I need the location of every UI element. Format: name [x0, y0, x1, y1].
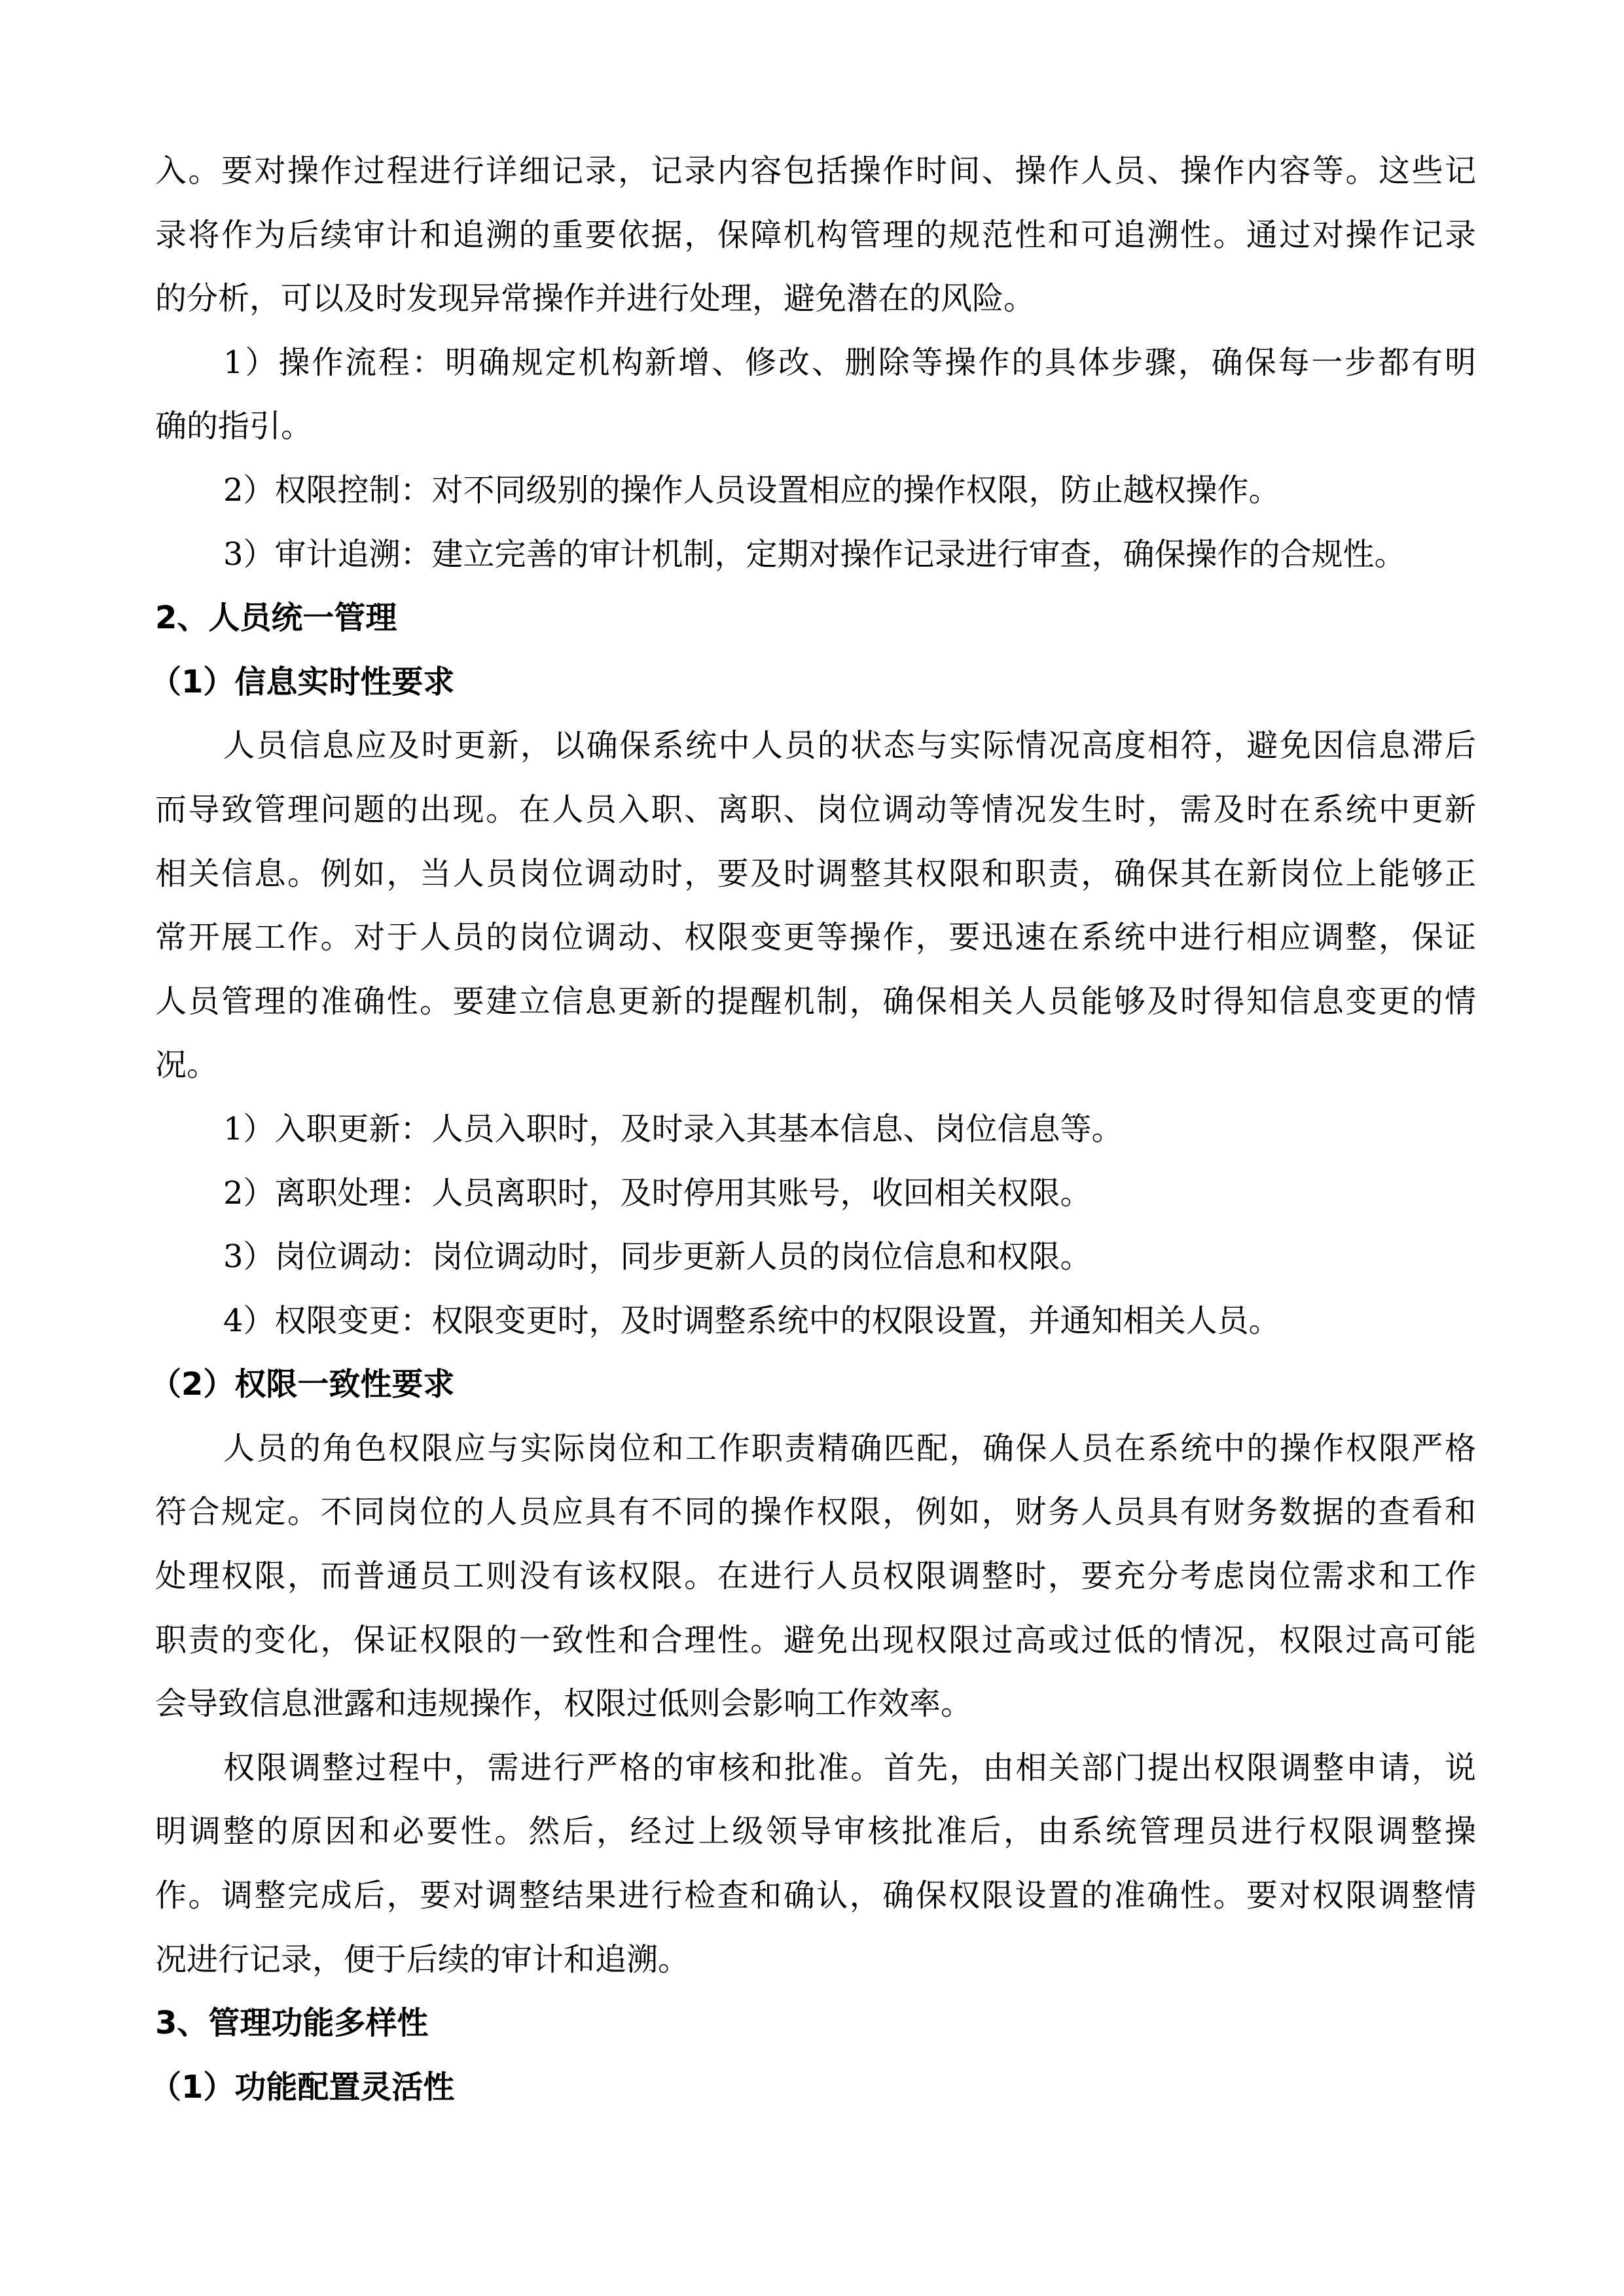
text-line: 况。 — [155, 1047, 219, 1084]
text-line: 职责的变化，保证权限的一致性和合理性。避免出现权限过高或过低的情况，权限过高可能 — [155, 1621, 1476, 1659]
text-line: 人员的角色权限应与实际岗位和工作职责精确匹配，确保人员在系统中的操作权限严格 — [223, 1429, 1476, 1467]
list-item: 2）离职处理：人员离职时，及时停用其账号，收回相关权限。 — [223, 1174, 1092, 1211]
list-item: 1）操作流程：明确规定机构新增、修改、删除等操作的具体步骤，确保每一步都有明 — [223, 344, 1476, 381]
subsection-heading: （1）功能配置灵活性 — [150, 2068, 455, 2106]
text-line: 入。要对操作过程进行详细记录，记录内容包括操作时间、操作人员、操作内容等。这些记 — [155, 152, 1476, 189]
text-line: 会导致信息泄露和违规操作，权限过低则会影响工作效率。 — [155, 1685, 973, 1723]
list-item: 3）审计追溯：建立完善的审计机制，定期对操作记录进行审查，确保操作的合规性。 — [223, 535, 1406, 573]
section-heading: 2、人员统一管理 — [155, 600, 397, 637]
document-page — [150, 139, 1476, 2119]
subsection-heading: （1）信息实时性要求 — [150, 663, 455, 700]
list-item: 3）岗位调动：岗位调动时，同步更新人员的岗位信息和权限。 — [223, 1238, 1092, 1276]
text-line: 录将作为后续审计和追溯的重要依据，保障机构管理的规范性和可追溯性。通过对操作记录 — [155, 216, 1476, 253]
text-line: 的分析，可以及时发现异常操作并进行处理，避免潜在的风险。 — [155, 280, 1036, 317]
list-item: 4）权限变更：权限变更时，及时调整系统中的权限设置，并通知相关人员。 — [223, 1302, 1280, 1339]
text-line: 处理权限，而普通员工则没有该权限。在进行人员权限调整时，要充分考虑岗位需求和工作 — [155, 1558, 1476, 1595]
text-line: 权限调整过程中，需进行严格的审核和批准。首先，由相关部门提出权限调整申请，说 — [223, 1749, 1476, 1786]
text-line: 况进行记录，便于后续的审计和追溯。 — [155, 1941, 690, 1978]
text-line: 常开展工作。对于人员的岗位调动、权限变更等操作，要迅速在系统中进行相应调整，保证 — [155, 919, 1476, 956]
intro-paragraph — [155, 139, 1476, 331]
paragraph — [155, 1736, 1476, 1992]
text-line: 作。调整完成后，要对调整结果进行检查和确认，确保权限设置的准确性。要对权限调整情 — [155, 1877, 1476, 1914]
section-heading: 3、管理功能多样性 — [155, 2005, 429, 2042]
text-line: 符合规定。不同岗位的人员应具有不同的操作权限，例如，财务人员具有财务数据的查看和 — [155, 1494, 1476, 1531]
list-item: 1）入职更新：人员入职时，及时录入其基本信息、岗位信息等。 — [223, 1110, 1123, 1147]
list-item-continuation: 确的指引。 — [155, 408, 313, 445]
paragraph — [155, 1417, 1476, 1736]
list — [155, 1098, 1476, 1353]
text-line: 明调整的原因和必要性。然后，经过上级领导审核批准后，由系统管理员进行权限调整操 — [155, 1813, 1476, 1850]
text-line: 相关信息。例如，当人员岗位调动时，要及时调整其权限和职责，确保其在新岗位上能够正 — [155, 855, 1476, 892]
paragraph — [155, 714, 1476, 1098]
text-line: 而导致管理问题的出现。在人员入职、离职、岗位调动等情况发生时，需及时在系统中更新 — [155, 791, 1476, 828]
text-line: 人员信息应及时更新，以确保系统中人员的状态与实际情况高度相符，避免因信息滞后 — [223, 727, 1476, 764]
list-item: 2）权限控制：对不同级别的操作人员设置相应的操作权限，防止越权操作。 — [223, 471, 1280, 509]
text-line: 人员管理的准确性。要建立信息更新的提醒机制，确保相关人员能够及时得知信息变更的情 — [155, 982, 1476, 1020]
subsection-heading: （2）权限一致性要求 — [150, 1366, 455, 1403]
intro-list — [155, 331, 1476, 586]
